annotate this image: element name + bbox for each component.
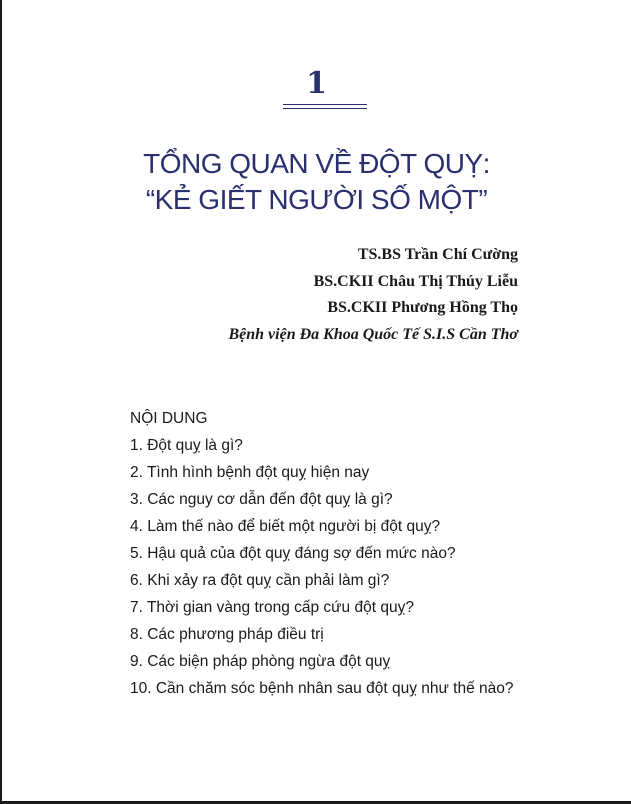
chapter-title-line-2: “KẺ GIẾT NGƯỜI SỐ MỘT” [145,184,488,215]
toc-item: 8. Các phương pháp điều trị [130,626,324,643]
chapter-rule-top [283,104,367,105]
author-name: BS.CKII Châu Thị Thúy Liễu [313,272,518,290]
author-block [228,242,518,348]
chapter-number: 1 [306,66,327,101]
toc-item: 6. Khi xảy ra đột quỵ cần phải làm gì? [130,572,390,589]
toc-item: 3. Các nguy cơ dẫn đến đột quỵ là gì? [130,491,393,508]
chapter-rule-bottom [283,108,367,109]
toc-item: 9. Các biện pháp phòng ngừa đột quỵ [130,653,391,670]
chapter-title-line-1: TỔNG QUAN VỀ ĐỘT QUỴ: [143,148,490,179]
toc-item: 10. Cần chăm sóc bệnh nhân sau đột quỵ như thế nào? [130,680,514,697]
toc-item: 2. Tình hình bệnh đột quỵ hiện nay [130,464,370,481]
toc-item: 5. Hậu quả của đột quỵ đáng sợ đến mức nào? [130,545,456,562]
author-name: TS.BS Trần Chí Cường [357,246,518,263]
author-institution: Bệnh viện Đa Khoa Quốc Tế S.I.S Cần Thơ [228,325,518,343]
toc-list [130,432,514,702]
toc-item: 4. Làm thế nào để biết một người bị đột quỵ? [130,518,441,535]
toc-item: 1. Đột quỵ là gì? [130,437,243,454]
chapter-title [2,146,631,218]
table-of-contents [130,405,514,702]
toc-item: 7. Thời gian vàng trong cấp cứu đột quỵ? [130,599,414,616]
author-name: BS.CKII Phương Hồng Thọ [327,299,518,316]
toc-heading: NỘI DUNG [130,410,208,427]
